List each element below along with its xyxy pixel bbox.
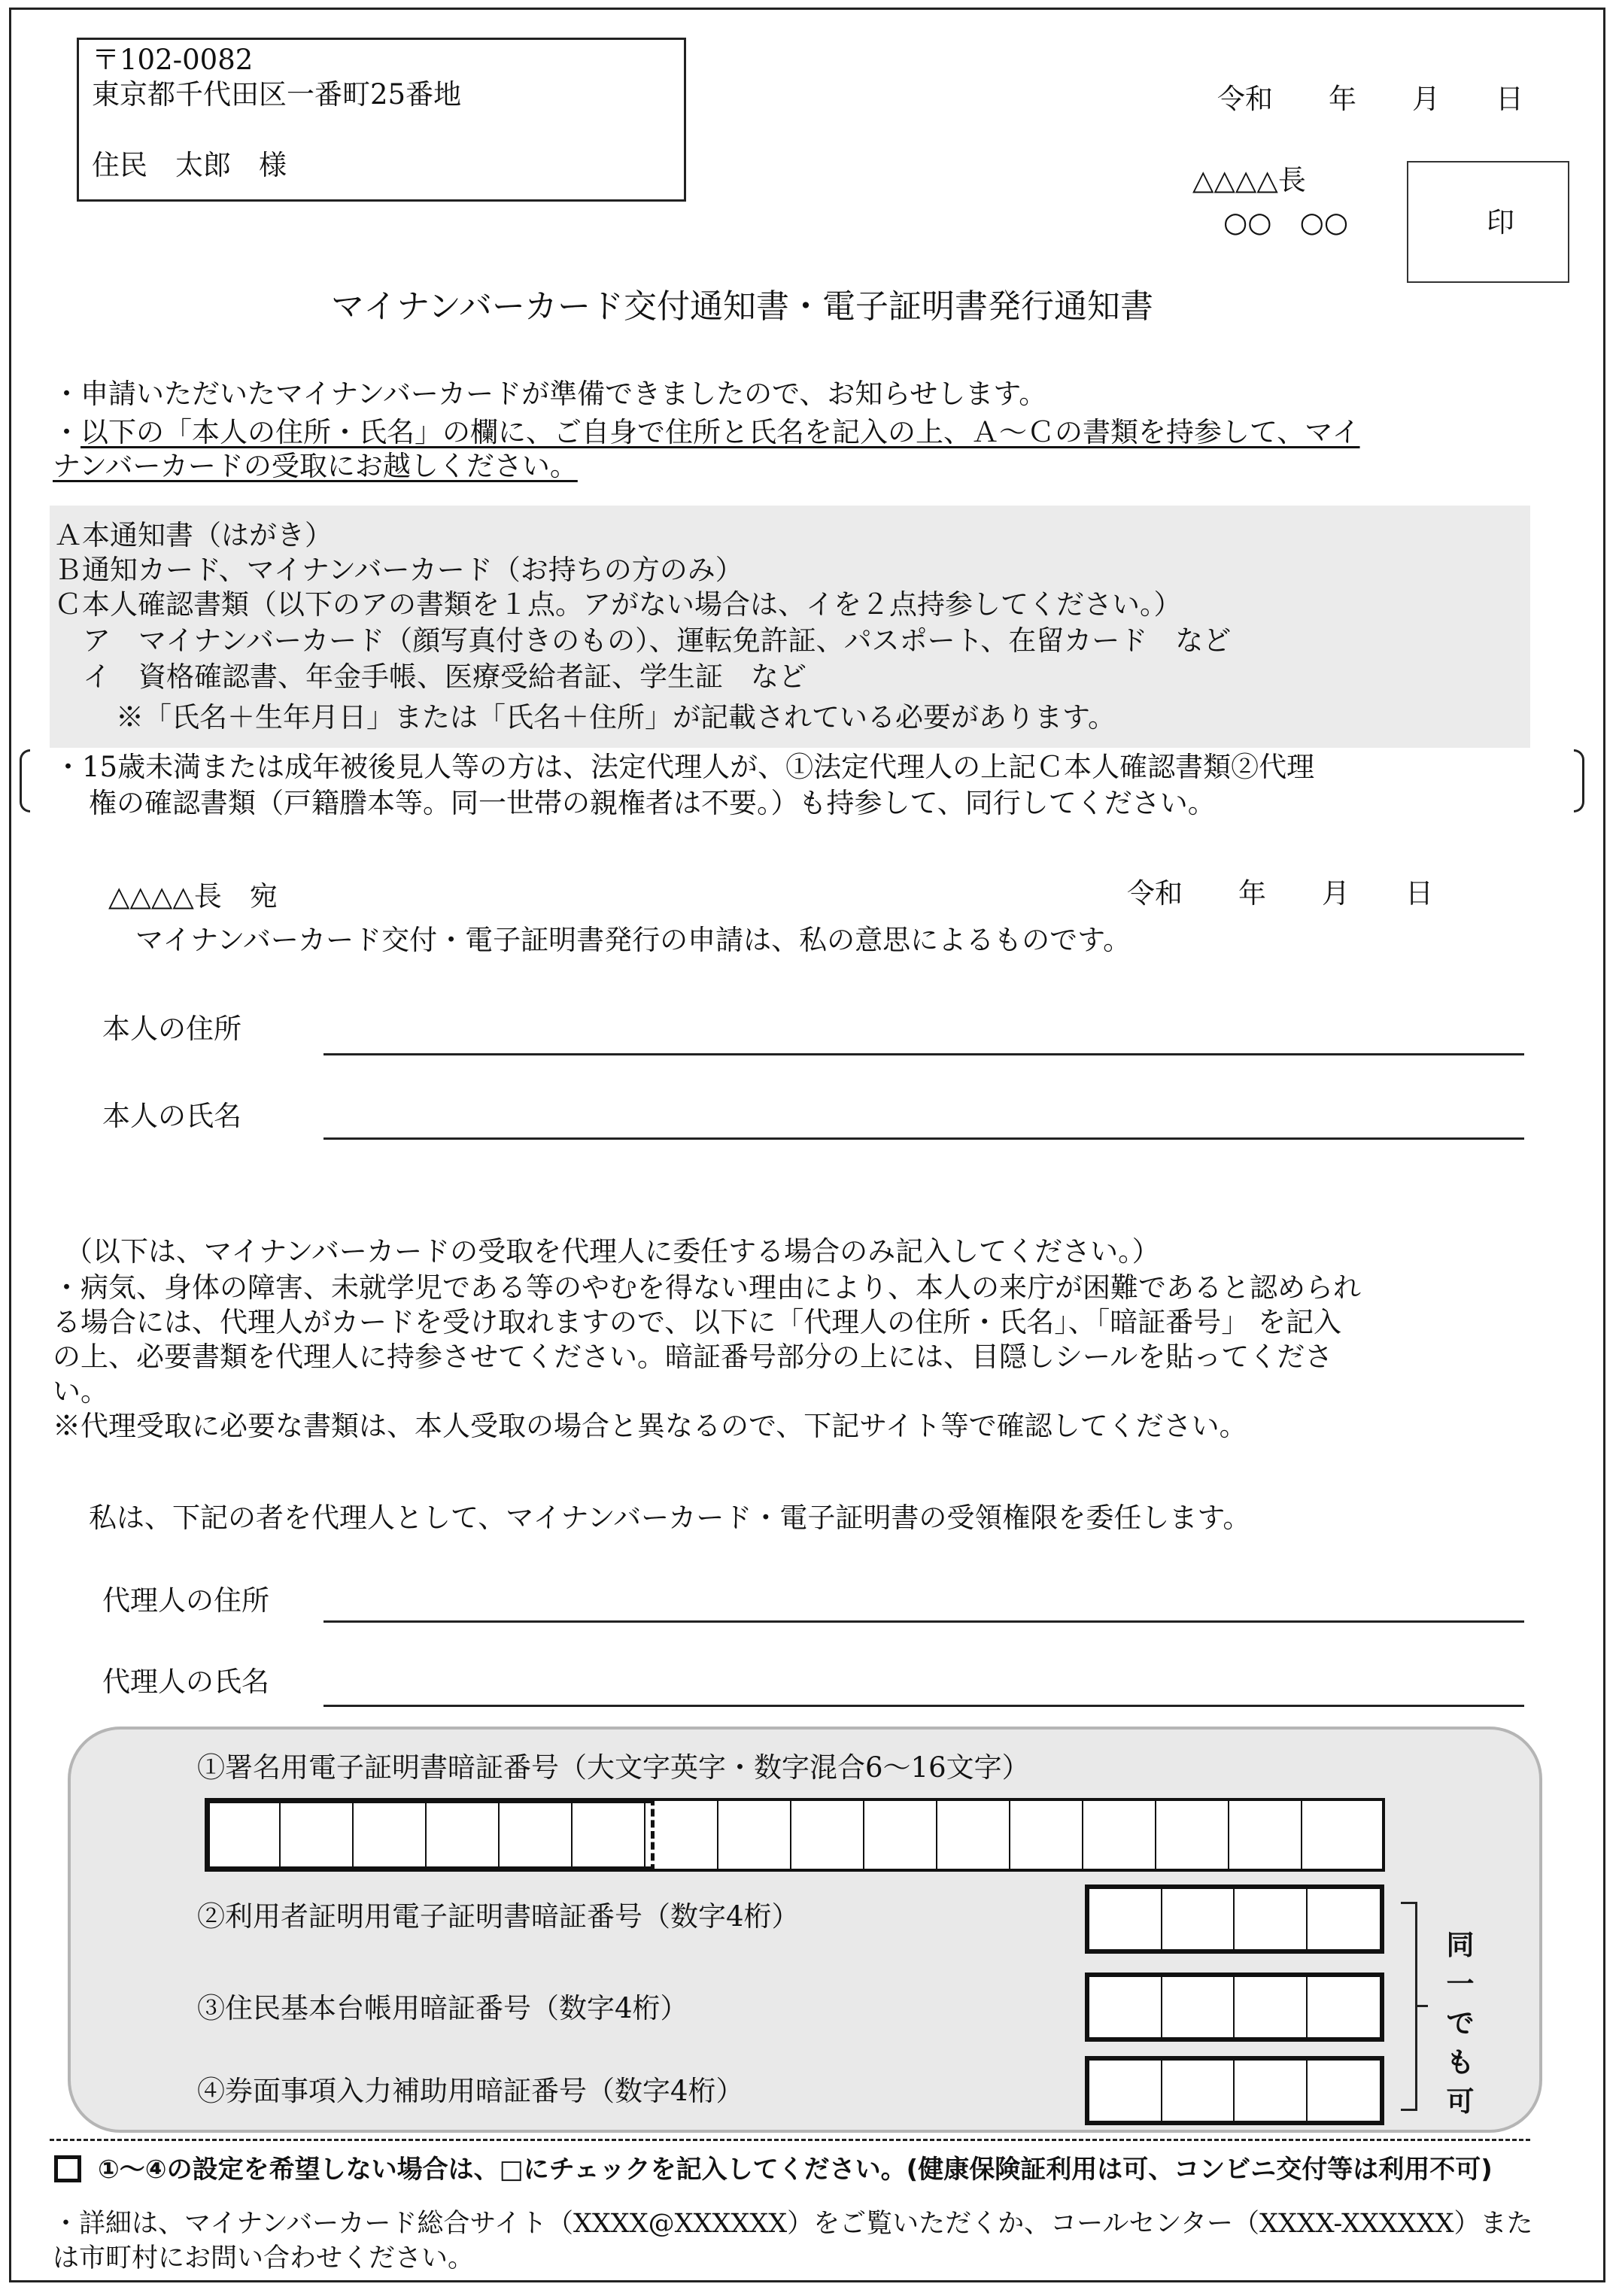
pin4-boxes[interactable]: [1085, 2056, 1384, 2125]
pin1-minimum-length-outline: [205, 1798, 655, 1872]
pin3-cell[interactable]: [1308, 1977, 1380, 2037]
pin1-cell[interactable]: [864, 1801, 937, 1869]
pin1-cell[interactable]: [1010, 1801, 1083, 1869]
document-b: Ｂ通知カード、マイナンバーカード（お持ちの方のみ）: [54, 554, 743, 586]
document-c-a: ア マイナンバーカード（顔写真付きのもの）、運転免許証、パスポート、在留カード など: [83, 624, 1232, 657]
pin3-label: ③住民基本台帳用暗証番号（数字4桁）: [197, 1992, 688, 2024]
detail-line-1: ・詳細は、マイナンバーカード総合サイト（XXXX@XXXXXX）をご覧いただくか、コールセンター（XXXX-XXXXXX）また: [53, 2209, 1533, 2239]
decline-pin-text: ①～④の設定を希望しない場合は、□にチェックを記入してください。(健康保険証利用は可、コンビニ交付等は利用不可): [98, 2155, 1493, 2185]
pin4-cell[interactable]: [1089, 2061, 1162, 2121]
document-c-i: イ 資格確認書、年金手帳、医療受給者証、学生証 など: [83, 661, 806, 693]
declaration-date: 令和 年 月 日: [1127, 877, 1433, 910]
declaration-addressee: △△△△長 宛: [108, 880, 278, 913]
documents-note: ※「氏名＋生年月日」または「氏名＋住所」が記載されている必要があります。: [116, 701, 1116, 733]
proxy-address-label: 代理人の住所: [102, 1584, 269, 1617]
pin3-boxes[interactable]: [1085, 1973, 1384, 2042]
dashed-separator: [50, 2139, 1530, 2141]
pin4-label: ④券面事項入力補助用暗証番号（数字4桁）: [197, 2075, 744, 2107]
pin4-cell[interactable]: [1162, 2061, 1235, 2121]
proxy-heading: （以下は、マイナンバーカードの受取を代理人に委任する場合のみ記入してください。）: [65, 1235, 1160, 1268]
pin1-cell[interactable]: [645, 1801, 718, 1869]
same-pin-allowed-label: [1441, 1926, 1479, 2121]
principal-name-field[interactable]: [323, 1137, 1524, 1140]
proxy-name-label: 代理人の氏名: [102, 1666, 269, 1698]
pin3-cell[interactable]: [1089, 1977, 1162, 2037]
pin2-cell[interactable]: [1235, 1889, 1308, 1949]
seal-label: 印: [1487, 206, 1514, 238]
pin1-label: ①署名用電子証明書暗証番号（大文字英字・数字混合6～16文字）: [197, 1751, 1030, 1784]
intro-line-3: ナンバーカードの受取にお越しください。: [53, 450, 578, 482]
proxy-name-field[interactable]: [323, 1705, 1524, 1707]
pin4-cell[interactable]: [1308, 2061, 1380, 2121]
pin2-cell[interactable]: [1089, 1889, 1162, 1949]
pin1-cell[interactable]: [1156, 1801, 1229, 1869]
pin2-boxes[interactable]: [1085, 1884, 1384, 1954]
recipient-name: 住民 太郎 様: [92, 149, 287, 181]
issue-date: 令和 年 月 日: [1217, 83, 1523, 115]
pin1-cell[interactable]: [937, 1801, 1010, 1869]
bracket-right: [1574, 749, 1584, 812]
side-label-char: 同: [1446, 1929, 1475, 1961]
declaration-statement: マイナンバーカード交付・電子証明書発行の申請は、私の意思によるものです。: [135, 924, 1131, 956]
principal-address-field[interactable]: [323, 1053, 1524, 1055]
side-label-char: も: [1446, 2046, 1475, 2079]
pin2-cell[interactable]: [1308, 1889, 1380, 1949]
pin3-cell[interactable]: [1162, 1977, 1235, 2037]
document-title: マイナンバーカード交付通知書・電子証明書発行通知書: [331, 287, 1153, 326]
pin1-cell[interactable]: [791, 1801, 864, 1869]
proxy-line-1: ・病気、身体の障害、未就学児である等のやむを得ない理由により、本人の来庁が困難であると認められ: [53, 1271, 1361, 1304]
proxy-line-2: る場合には、代理人がカードを受け取れますので、以下に「代理人の住所・氏名」、「暗証番号」 を記入: [53, 1306, 1342, 1338]
side-label-char: で: [1446, 2007, 1475, 2039]
same-pin-brace-tick: [1417, 2005, 1428, 2007]
issuer-title: △△△△長: [1192, 164, 1306, 196]
detail-line-2: は市町村にお問い合わせください。: [53, 2243, 475, 2273]
same-pin-brace: [1401, 1902, 1417, 2111]
pin4-cell[interactable]: [1235, 2061, 1308, 2121]
pin1-cell[interactable]: [1083, 1801, 1156, 1869]
delegation-statement: 私は、下記の者を代理人として、マイナンバーカード・電子証明書の受領権限を委任します。: [89, 1502, 1251, 1534]
pin2-cell[interactable]: [1162, 1889, 1235, 1949]
proxy-address-field[interactable]: [323, 1620, 1524, 1623]
proxy-line-4: い。: [53, 1375, 108, 1408]
pin3-cell[interactable]: [1235, 1977, 1308, 2037]
recipient-address: 東京都千代田区一番町25番地: [92, 78, 462, 111]
principal-address-label: 本人の住所: [102, 1013, 241, 1045]
principal-name-label: 本人の氏名: [102, 1100, 241, 1132]
document-c: Ｃ本人確認書類（以下のアの書類を１点。アがない場合は、イを２点持参してください。）: [54, 588, 1182, 621]
bracket-left: [20, 749, 30, 812]
proxy-line-5: ※代理受取に必要な書類は、本人受取の場合と異なるので、下記サイト等で確認してください。: [53, 1410, 1247, 1442]
side-label-char: 可: [1446, 2085, 1475, 2118]
pin1-cell[interactable]: [1229, 1801, 1302, 1869]
proxy-line-3: の上、必要書類を代理人に持参させてください。暗証番号部分の上には、目隠しシールを貼ってくださ: [53, 1341, 1333, 1373]
pin1-cell[interactable]: [718, 1801, 791, 1869]
intro-line-1: ・申請いただいたマイナンバーカードが準備できましたので、お知らせします。: [53, 378, 1047, 410]
document-a: Ａ本通知書（はがき）: [54, 519, 333, 551]
side-label-char: 一: [1446, 1968, 1475, 2000]
pin2-label: ②利用者証明用電子証明書暗証番号（数字4桁）: [197, 1900, 800, 1933]
intro-line-2: ・以下の「本人の住所・氏名」の欄に、ご自身で住所と氏名を記入の上、Ａ～Ｃの書類を持参して、マイ: [53, 416, 1360, 448]
pin1-cell[interactable]: [1302, 1801, 1375, 1869]
postal-code: 〒102-0082: [92, 44, 254, 76]
minor-note-line-1: ・15歳未満または成年被後見人等の方は、法定代理人が、①法定代理人の上記Ｃ本人確認書類②代理: [54, 751, 1315, 783]
issuer-name: ○○ ○○: [1223, 206, 1349, 238]
decline-pin-checkbox[interactable]: [54, 2155, 81, 2182]
minor-note-line-2: 権の確認書類（戸籍謄本等。同一世帯の親権者は不要。）も持参して、同行してください。: [89, 787, 1216, 819]
